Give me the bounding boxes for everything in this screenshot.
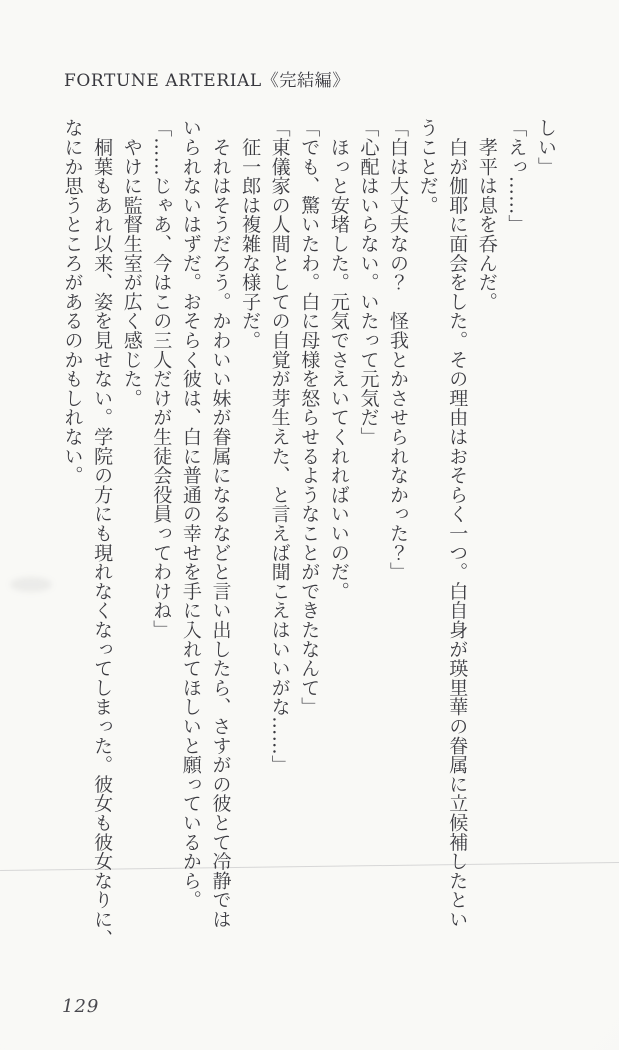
running-header: FORTUNE ARTERIAL《完結編》 [64, 71, 350, 91]
text-column: いられないはずだ。おそらく彼は、白に普通の幸せを手に入れてほしいと願っているから。 [179, 118, 202, 910]
page-number: 129 [62, 996, 100, 1017]
text-column: やけに監督生室が広く感じた。 [120, 118, 143, 408]
text-column: 桐葉もあれ以来、姿を見せない。学院の方にも現れなくなってしまった。彼女も彼女なりに、 [91, 118, 114, 948]
text-column: 孝平は息を呑んだ。 [475, 118, 498, 311]
text-column: 征一郎は複雑な様子だ。 [239, 118, 262, 350]
text-column: うことだ。 [416, 118, 439, 215]
text-column: しい」 [535, 118, 557, 176]
text-column: 「心配はいらない。いたって元気だ」 [357, 118, 380, 447]
text-column: 「でも、驚いたわ。白に母様を怒らせるようなことができたなんて」 [298, 118, 321, 717]
text-column: なにか思うところがあるのかもしれない。 [61, 118, 84, 485]
text-column: 「白は大丈夫なの？ 怪我とかさせられなかった？」 [387, 118, 410, 582]
text-column: ほっと安堵した。元気でさえいてくれればいいのだ。 [327, 118, 350, 601]
text-column: 白が伽耶に面会をした。その理由はおそらく一つ。白自身が瑛里華の眷属に立候補したとい [446, 118, 469, 929]
scan-smudge [10, 577, 52, 592]
text-column: それはそうだろう。かわいい妹が眷属になるなどと言い出したら、さすがの彼とて冷静では [209, 118, 232, 929]
text-column: 「……じゃあ、今はこの三人だけが生徒会役員ってわけね」 [150, 118, 173, 640]
main-text [57, 118, 560, 948]
text-column: 「東儀家の人間としての自覚が芽生えた、と言えば聞こえはいいがな……」 [268, 118, 291, 775]
text-column: 「えっ……」 [505, 118, 528, 234]
